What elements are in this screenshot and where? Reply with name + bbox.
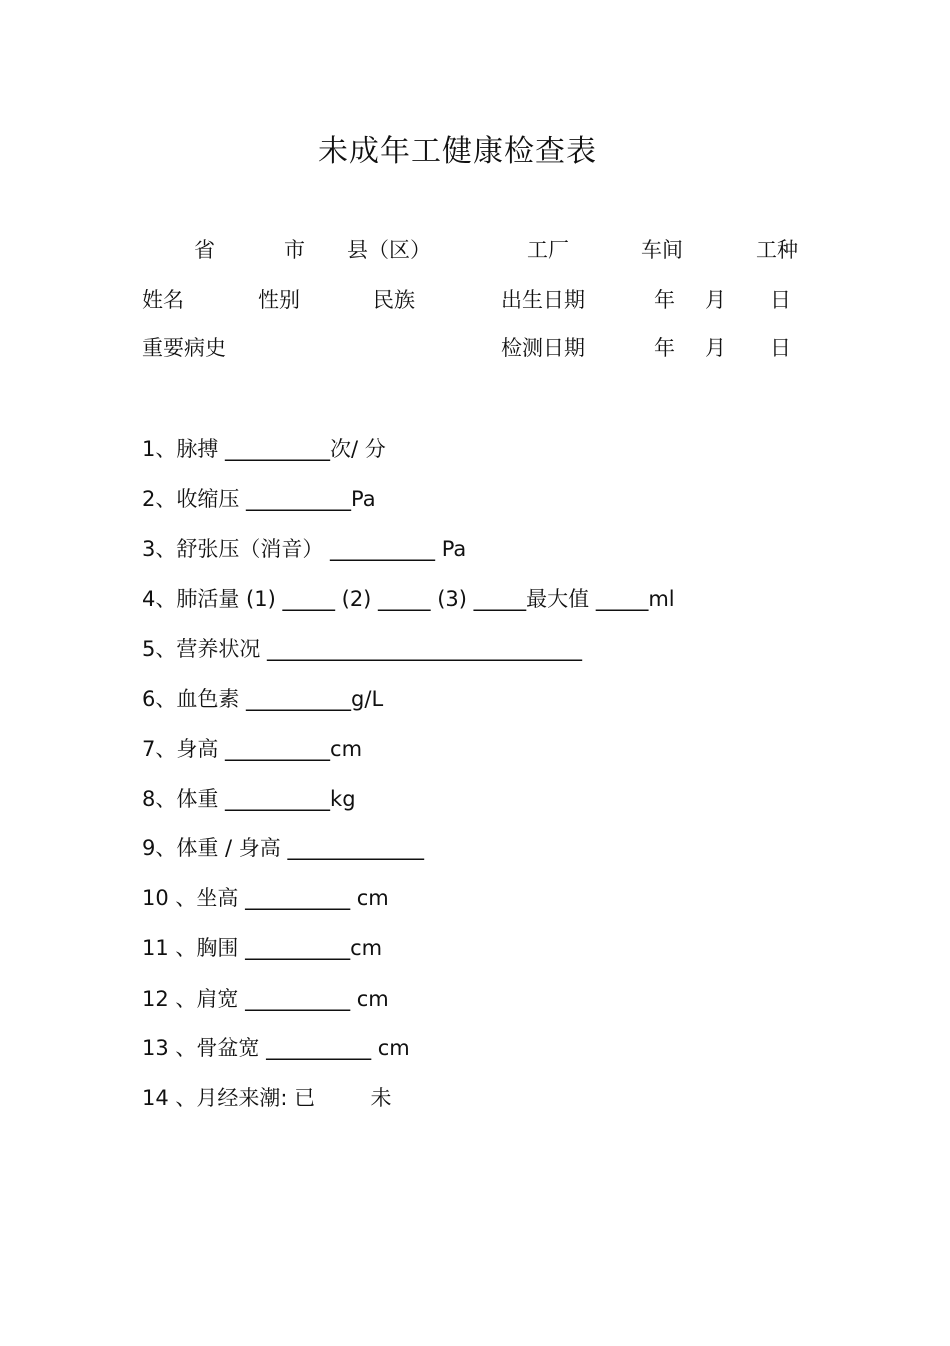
job-type-label: 工种 (756, 238, 798, 262)
medical-history-label: 重要病史 (142, 336, 226, 360)
exam-date-label: 检测日期 (501, 336, 585, 360)
item-pelvic-width: 13 、骨盆宽 __________ cm (142, 1036, 410, 1060)
name-label: 姓名 (142, 288, 184, 312)
item-hemoglobin: 6、血色素 __________g/L (142, 687, 384, 711)
exam-day-label: 日 (770, 336, 791, 360)
item-pulse: 1、脉搏 __________次/ 分 (142, 437, 386, 461)
item-systolic-pressure: 2、收缩压 __________Pa (142, 487, 376, 511)
item-diastolic-pressure: 3、舒张压（消音） __________ Pa (142, 537, 467, 561)
item-vital-capacity: 4、肺活量 (1) _____ (2) _____ (3) _____最大值 _____ml (142, 587, 675, 611)
city-label: 市 (284, 238, 305, 262)
item-height: 7、身高 __________cm (142, 737, 363, 761)
item-nutrition-status: 5、营养状况 ______________________________ (142, 637, 583, 661)
item-shoulder-width: 12 、肩宽 __________ cm (142, 987, 389, 1011)
item-chest-circumference: 11 、胸围 __________cm (142, 936, 383, 960)
ethnicity-label: 民族 (373, 288, 415, 312)
item-weight-height-ratio: 9、体重 / 身高 _____________ (142, 836, 424, 860)
birth-date-label: 出生日期 (501, 288, 585, 312)
birth-year-label: 年 (654, 288, 675, 312)
sex-label: 性别 (258, 288, 300, 312)
birth-day-label: 日 (770, 288, 791, 312)
province-label: 省 (194, 238, 215, 262)
item-sitting-height: 10 、坐高 __________ cm (142, 886, 389, 910)
workshop-label: 车间 (641, 238, 683, 262)
county-label: 县（区） (347, 238, 431, 262)
page-title: 未成年工健康检查表 (318, 134, 597, 169)
item-menarche: 14 、月经来潮: 已 未 (142, 1086, 392, 1110)
exam-month-label: 月 (705, 336, 726, 360)
birth-month-label: 月 (705, 288, 726, 312)
item-weight: 8、体重 __________kg (142, 787, 356, 811)
factory-label: 工厂 (527, 238, 569, 262)
exam-year-label: 年 (654, 336, 675, 360)
